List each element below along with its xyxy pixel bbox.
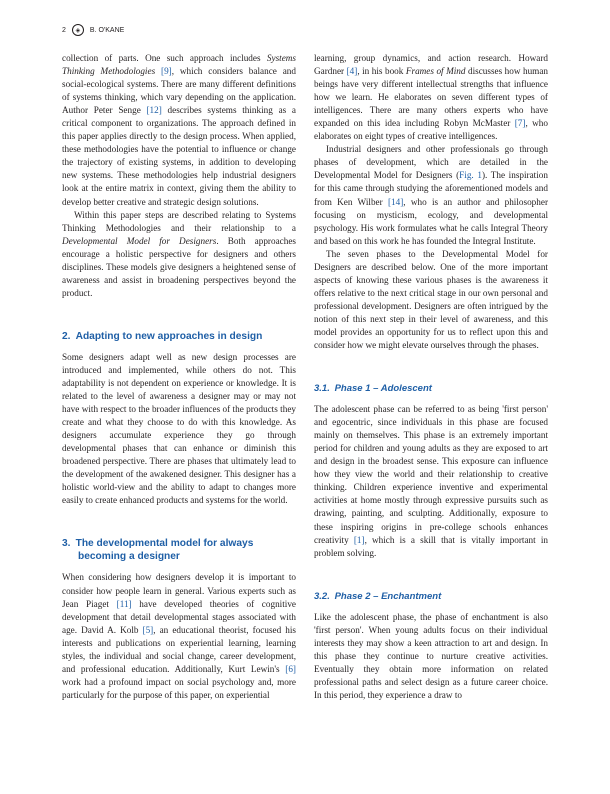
citation-link[interactable]: [14] [387, 196, 404, 207]
running-head-author: B. O'KANE [89, 26, 125, 34]
left-column [62, 52, 296, 702]
right-column [314, 52, 548, 702]
citation-link[interactable]: [12] [146, 105, 162, 116]
paragraph: When considering how designers develop it is important to consider how people learn in general. Various experts such as Jean Piaget [11] have developed theories of cognitive development that detail developmental stages associated with age. David A. Kolb [5], an educational theorist, focused his interests and publications on experiential learning, learning styles, the individual and social change, career development, and professional education. Additionally, Kurt Lewin's [6] work had a profound impact on social psychology and, more particularly for the purpose of this paper, on experiential [62, 572, 296, 700]
paragraph: The adolescent phase can be referred to as being 'first person' and egocentric, since individuals in this phase are focused mainly on themselves. This phase is an extremely important period for children and young adults as they are exposed to art and design in the broadest sense. This exposure can influence how they view the world and their relationship to creative thinking. Children experience inventive and experimental activities at home mostly through expressive pursuits such as drawing, painting, and sculpting. Additionally, exposure to these inspiring origins in pre-college schools enhances creativity [1], which is a skill that is vitally important in problem solving. [314, 404, 548, 558]
paragraph: Like the adolescent phase, the phase of enchantment is also 'first person'. When young adults focus on their individual interests they may show a keen attraction to art and design. In this phase they continue to nurture creative activities. Eventually they obtain more information on related professional paths and select design as a future career choice. In this period, they experience a draw to [314, 611, 548, 700]
publisher-logo-icon: ◈ [72, 24, 84, 36]
citation-link[interactable]: [9] [161, 66, 172, 77]
citation-link[interactable]: [7] [514, 118, 526, 129]
running-head [62, 24, 124, 36]
paragraph: Some designers adapt well as new design processes are introduced and implemented, while others do not. This adaptability is not dependent on experience or knowledge. It is related to the level of awareness a designer may or may not have with respect to the broader influences of the products they create and what they choose to do with this knowledge. As designers accumulate experience they go through developmental phases that can enhance or diminish this broadened perspective. There are phases that ultimately lead to the development of the awakened designer. This designer has a holistic world-view and the ability to adapt to changes more easily to create enhanced products and systems for the world. [62, 351, 296, 506]
citation-link[interactable]: [6] [285, 663, 296, 674]
citation-link[interactable]: [4] [346, 66, 358, 77]
paragraph: Within this paper steps are described relating to Systems Thinking Methodologies and their relationship to a Developmental Model for Designers. Both approaches encourage a holistic perspective for designers and others disciplines. These models give designers a heightened sense of awareness and assist in broadening perspectives beyond the product. [62, 209, 296, 298]
citation-link[interactable]: [1] [353, 534, 365, 545]
section-heading-2: 2. Adapting to new approaches in design [62, 330, 263, 342]
subsection-heading-3-2: 3.2. Phase 2 – Enchantment [314, 590, 442, 602]
paragraph: The seven phases to the Developmental Model for Designers are described below. One of the more important aspects of knowing these various phases is the awareness it offers relative to the next critical stage in our own personal and professional development. Designers are often intrigued by the notion of this next step in their level of awareness, and this model provides an opportunity for us to reflect upon this and consider how we might elevate ourselves through the phases. [314, 248, 548, 351]
paragraph: collection of parts. One such approach includes Systems Thinking Methodologies [9], which considers balance and social-ecological systems. There are many different definitions of systems thinking, which vary depending on the application. Author Peter Senge [12] describes systems thinking as a critical component to organizations. The approach defined in this paper applies directly to the design process. When applied, these methodologies have the potential to influence or change the trajectory of existing systems, in addition to developing new systems. These methodologies help industrial designers look at the entire matrix in context, giving them the ability to develop better creative and strategic design solutions. [62, 53, 297, 207]
citation-link[interactable]: [11] [116, 598, 132, 609]
figure-link[interactable]: Fig. 1 [459, 170, 482, 181]
subsection-heading-3-1: 3.1. Phase 1 – Adolescent [314, 383, 432, 395]
section-heading-3: 3. The developmental model for always becoming a designer [62, 538, 254, 563]
page-number: 2 [62, 26, 66, 34]
paragraph: learning, group dynamics, and action research. Howard Gardner [4], in his book Frames of Mind discusses how human beings have very different intellectual strengths that influence how we learn. He elaborates on seven different types of intelligences. There are many others experts who have expanded on this idea including Robyn McMaster [7], who elaborates on eight types of creative intelligences. [314, 53, 549, 142]
paragraph: Industrial designers and other professionals go through phases of development, which are detailed in the Developmental Model for Designers (Fig. 1). The inspiration for this came through studying the aforementioned models and from Ken Wilber [14], who is an author and philosopher focusing on mysticism, ecology, and developmental psychology. His work formulates what he calls Integral Theory and based on this work he has founded the Integral Institute. [314, 144, 548, 246]
citation-link[interactable]: [5] [142, 624, 154, 635]
